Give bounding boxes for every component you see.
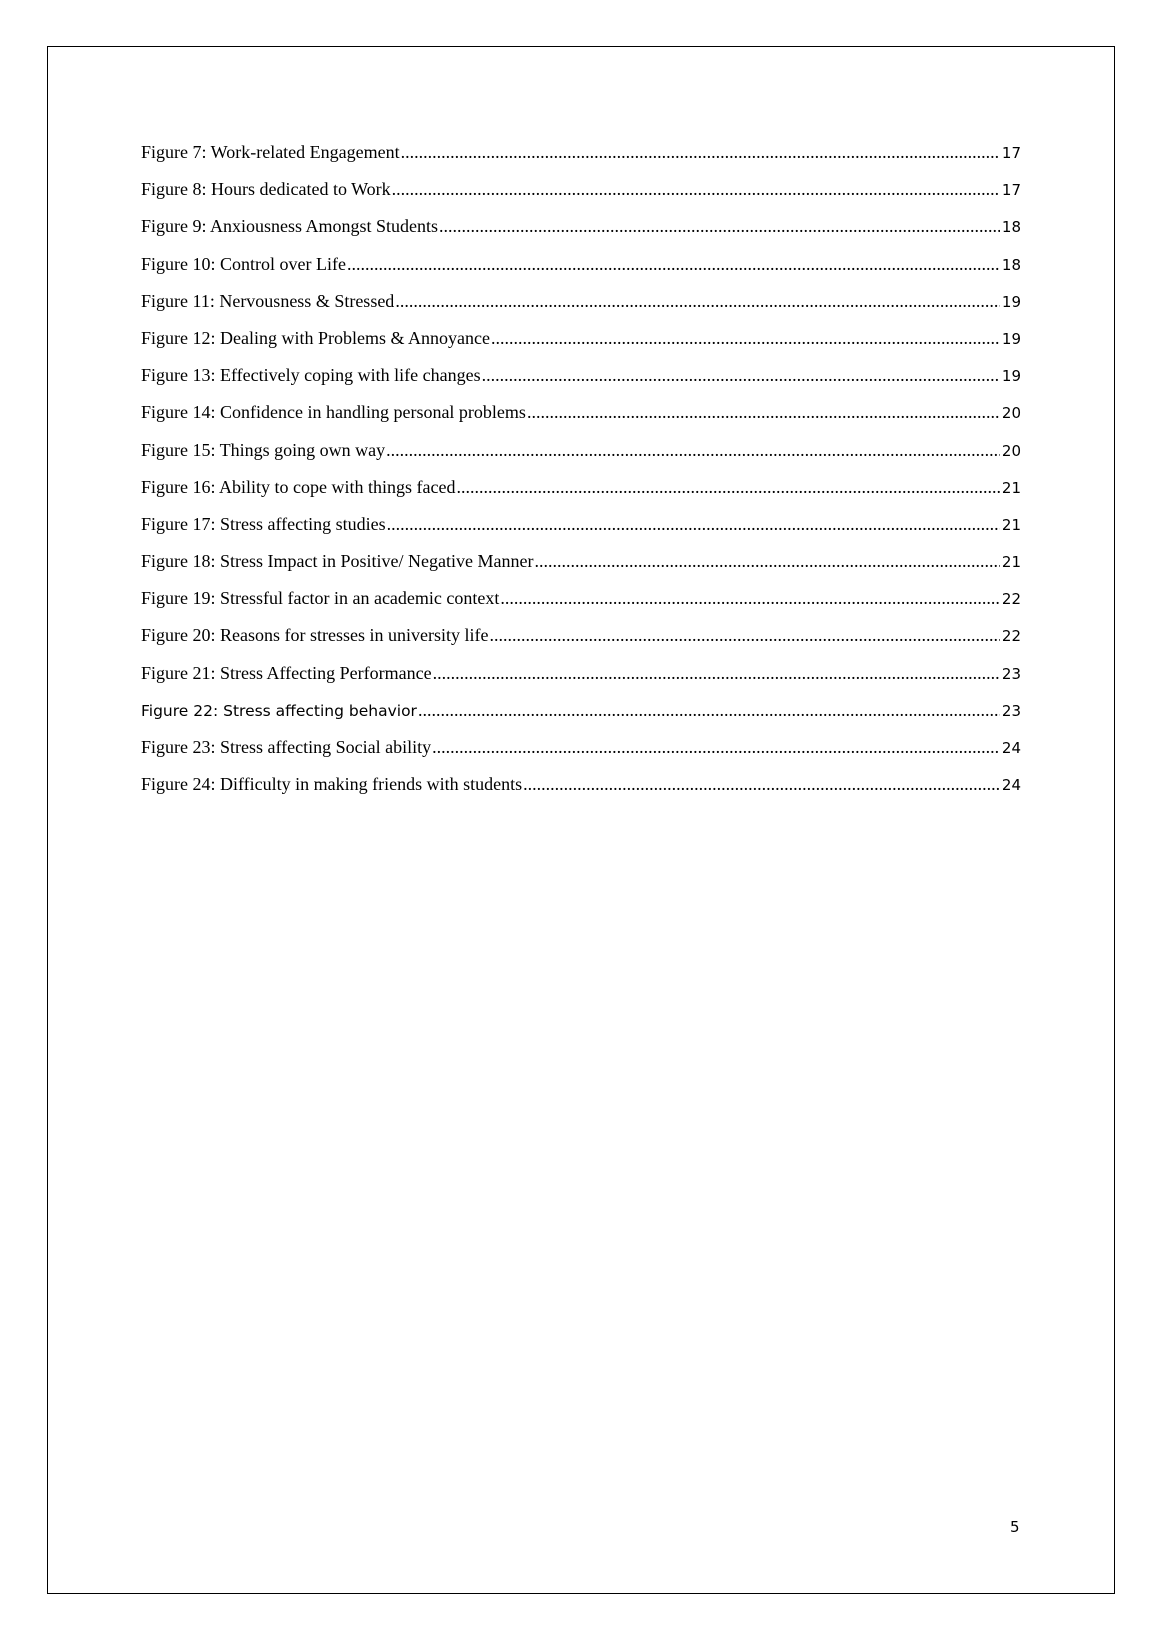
toc-entry-label: Figure 7: Work-related Engagement [141, 142, 400, 162]
toc-entry-page: 20 [1001, 441, 1021, 460]
toc-entry-label: Figure 16: Ability to cope with things faced [141, 476, 456, 497]
toc-entry-page: 21 [1001, 478, 1021, 497]
dot-leader [523, 772, 1000, 796]
dot-leader [386, 438, 1000, 462]
toc-entry-label: Figure 12: Dealing with Problems & Annoyance [141, 327, 490, 348]
toc-entry-label: Figure 18: Stress Impact in Positive/ Negative Manner [141, 551, 534, 572]
dot-leader [491, 326, 1000, 350]
toc-entry[interactable] [141, 772, 1021, 809]
dot-leader [527, 400, 1000, 424]
toc-entry[interactable] [141, 661, 1021, 698]
toc-entry-page: 20 [1001, 404, 1021, 423]
toc-entry[interactable] [141, 586, 1021, 623]
dot-leader [482, 363, 1000, 387]
toc-entry[interactable] [141, 400, 1021, 437]
toc-entry-label: Figure 22: Stress affecting behavior [141, 701, 417, 720]
toc-entry-label: Figure 19: Stressful factor in an academic context [141, 588, 500, 609]
toc-entry[interactable] [141, 438, 1021, 475]
dot-leader [395, 289, 1000, 313]
toc-entry-page: 19 [1001, 367, 1021, 386]
dot-leader [347, 252, 1000, 276]
toc-entry[interactable] [141, 140, 1021, 177]
toc-entry-label: Figure 21: Stress Affecting Performance [141, 662, 432, 683]
dot-leader [439, 214, 1000, 238]
toc-entry-page: 19 [1001, 329, 1021, 348]
toc-entry-label: Figure 24: Difficulty in making friends with students [141, 774, 523, 795]
toc-entry-label: Figure 10: Control over Life [141, 253, 346, 274]
toc-entry-page: 22 [1001, 627, 1021, 646]
toc-entry[interactable] [141, 512, 1021, 549]
toc-entry[interactable] [141, 363, 1021, 400]
toc-entry[interactable] [141, 623, 1021, 660]
dot-leader [500, 586, 1000, 610]
toc-entry[interactable] [141, 326, 1021, 363]
toc-entry-page: 23 [1001, 664, 1021, 683]
toc-entry-label: Figure 8: Hours dedicated to Work [141, 179, 391, 200]
toc-entry[interactable] [141, 735, 1021, 772]
toc-entry[interactable] [141, 177, 1021, 214]
toc-entry[interactable] [141, 549, 1021, 586]
toc-entry-page: 24 [1001, 739, 1021, 757]
dot-leader [456, 475, 999, 499]
toc-entry[interactable] [141, 698, 1021, 735]
toc-entry-label: Figure 9: Anxiousness Amongst Students [141, 216, 439, 237]
dot-leader [489, 623, 999, 647]
toc-entry-label: Figure 11: Nervousness & Stressed [141, 290, 395, 311]
dot-leader [534, 549, 999, 573]
toc-entry-label: Figure 14: Confidence in handling personal problems [141, 402, 526, 423]
toc-entry[interactable] [141, 214, 1021, 251]
toc-entry-page: 24 [1001, 776, 1021, 795]
toc-entry[interactable] [141, 475, 1021, 512]
toc-entry-page: 22 [1001, 590, 1021, 609]
dot-leader [433, 661, 1000, 685]
toc-entry-page: 18 [1001, 255, 1021, 274]
toc-entry-page: 23 [1001, 701, 1021, 720]
toc-entry-page: 17 [1001, 144, 1021, 162]
toc-entry-label: Figure 15: Things going own way [141, 439, 386, 460]
toc-entry-label: Figure 17: Stress affecting studies [141, 513, 386, 534]
toc-entry-label: Figure 20: Reasons for stresses in university life [141, 625, 489, 646]
dot-leader [392, 177, 1000, 201]
dot-leader [418, 698, 1000, 722]
dot-leader [432, 735, 1000, 759]
toc-entry-label: Figure 23: Stress affecting Social ability [141, 737, 432, 757]
toc-entry-page: 17 [1001, 181, 1021, 200]
toc-entry-label: Figure 13: Effectively coping with life changes [141, 365, 481, 386]
toc-entry-page: 18 [1001, 218, 1021, 237]
dot-leader [387, 512, 1000, 536]
list-of-figures [141, 140, 1021, 809]
toc-entry-page: 21 [1001, 553, 1021, 572]
toc-entry-page: 19 [1001, 292, 1021, 311]
dot-leader [401, 140, 1000, 164]
toc-entry[interactable] [141, 289, 1021, 326]
page-number: 5 [1010, 1518, 1020, 1536]
toc-entry-page: 21 [1001, 515, 1021, 534]
toc-entry[interactable] [141, 252, 1021, 289]
